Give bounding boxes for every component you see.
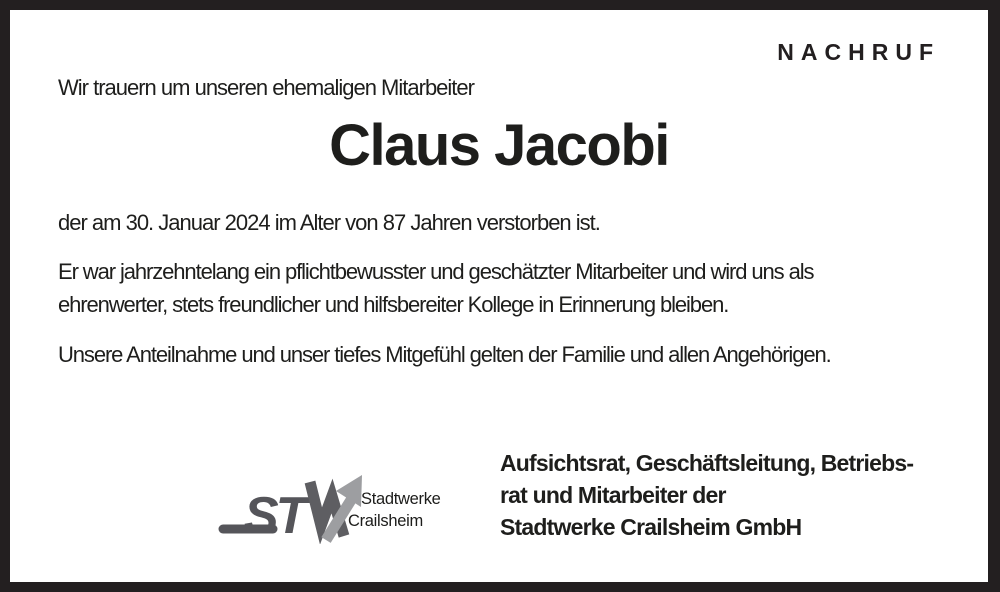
death-date-line: der am 30. Januar 2024 im Alter von 87 Jahren verstorben ist.	[58, 210, 600, 235]
intro-line: Wir trauern um unseren ehemaligen Mitarbeiter	[58, 75, 474, 100]
deceased-name: Claus Jacobi	[329, 113, 669, 178]
signature-line: Stadtwerke Crailsheim GmbH	[500, 514, 802, 540]
stadtwerke-crailsheim-logo	[215, 462, 455, 548]
signature-block	[500, 447, 913, 543]
tribute-paragraph-line: ehrenwerter, stets freundlicher und hilfsbereiter Kollege in Erinnerung bleiben.	[58, 292, 729, 317]
tribute-paragraph	[58, 255, 813, 321]
tribute-paragraph-line: Er war jahrzehntelang ein pflichtbewusster und geschätzter Mitarbeiter und wird uns als	[58, 259, 814, 284]
signature-line: Aufsichtsrat, Geschäftsleitung, Betriebs-	[500, 450, 914, 476]
stw-arrow-logo-icon	[215, 462, 367, 544]
kicker-nachruf: NACHRUF	[777, 39, 940, 65]
logo-company-name-line2: Crailsheim	[348, 512, 423, 530]
signature-line: rat und Mitarbeiter der	[500, 482, 726, 508]
logo-company-name-line1: Stadtwerke	[361, 490, 441, 508]
condolence-paragraph-line: Unsere Anteilnahme und unser tiefes Mitgefühl gelten der Familie und allen Angehörigen.	[58, 342, 831, 367]
condolence-paragraph	[58, 338, 831, 371]
logo-wordmark	[348, 488, 441, 532]
logo-monogram-st: ST	[244, 487, 305, 544]
